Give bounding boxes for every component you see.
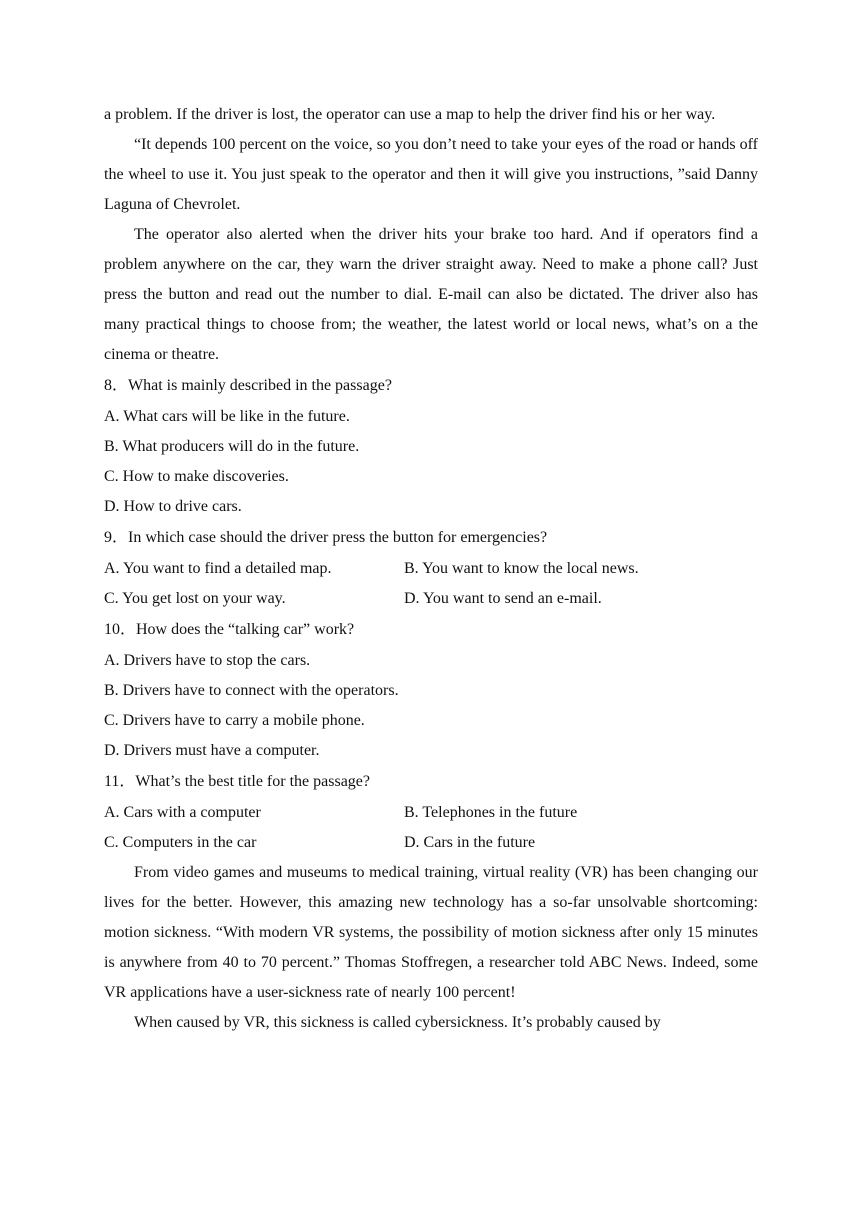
document-page bbox=[104, 100, 758, 1038]
option-d: D. Cars in the future bbox=[404, 834, 536, 851]
question-stem: 10．How does the “talking car” work? bbox=[104, 621, 355, 638]
option-a: A. What cars will be like in the future. bbox=[104, 408, 350, 425]
paragraph: When caused by VR, this sickness is called cybersickness. It’s probably caused by bbox=[134, 1014, 661, 1031]
option-a: A. Drivers have to stop the cars. bbox=[104, 652, 311, 669]
paragraph: “It depends 100 percent on the voice, so you don’t need to take your eyes of the road or hands off the wheel to use it. You just speak to the operator and then it will give you instructions, ”said Danny Laguna of Chevrolet. bbox=[104, 136, 758, 213]
option-c: C. Drivers have to carry a mobile phone. bbox=[104, 712, 365, 729]
question-stem: 8．What is mainly described in the passage? bbox=[104, 377, 392, 394]
option-d: D. You want to send an e-mail. bbox=[404, 590, 602, 607]
question-stem: 9．In which case should the driver press the button for emergencies? bbox=[104, 529, 548, 546]
option-c: C. How to make discoveries. bbox=[104, 468, 289, 485]
option-row bbox=[104, 798, 758, 828]
question-10 bbox=[104, 616, 758, 766]
paragraph: The operator also alerted when the driver hits your brake too hard. And if operators find a problem anywhere on the car, they warn the driver straight away. Need to make a phone call? Just press the button and read out the number to dial. E-mail can also be dictated. The driver also has many practical things to choose from; the weather, the latest world or local news, what’s on a the cinema or theatre. bbox=[104, 226, 758, 363]
option-b: B. What producers will do in the future. bbox=[104, 438, 360, 455]
option-b: B. Telephones in the future bbox=[404, 804, 578, 821]
option-c: C. Computers in the car bbox=[104, 834, 257, 851]
question-stem: 11．What’s the best title for the passage? bbox=[104, 773, 370, 790]
paragraph: a problem. If the driver is lost, the operator can use a map to help the driver find his or her way. bbox=[104, 106, 716, 123]
option-row bbox=[104, 554, 758, 584]
question-11 bbox=[104, 768, 758, 858]
option-c: C. You get lost on your way. bbox=[104, 590, 286, 607]
option-d: D. Drivers must have a computer. bbox=[104, 742, 320, 759]
question-9 bbox=[104, 524, 758, 614]
option-d: D. How to drive cars. bbox=[104, 498, 242, 515]
option-a: A. You want to find a detailed map. bbox=[104, 560, 332, 577]
question-8 bbox=[104, 372, 758, 522]
paragraph: From video games and museums to medical training, virtual reality (VR) has been changing our lives for the better. However, this amazing new technology has a so-far unsolvable shortcoming: motion sickness. “With modern VR systems, the possibility of motion sickness after only 15 minutes is anywhere from 40 to 70 percent.” Thomas Stoffregen, a researcher told ABC News. Indeed, some VR applications have a user-sickness rate of nearly 100 percent! bbox=[104, 864, 758, 1001]
option-a: A. Cars with a computer bbox=[104, 804, 261, 821]
option-b: B. Drivers have to connect with the operators. bbox=[104, 682, 399, 699]
option-row bbox=[104, 828, 758, 858]
option-row bbox=[104, 584, 758, 614]
option-b: B. You want to know the local news. bbox=[404, 560, 639, 577]
